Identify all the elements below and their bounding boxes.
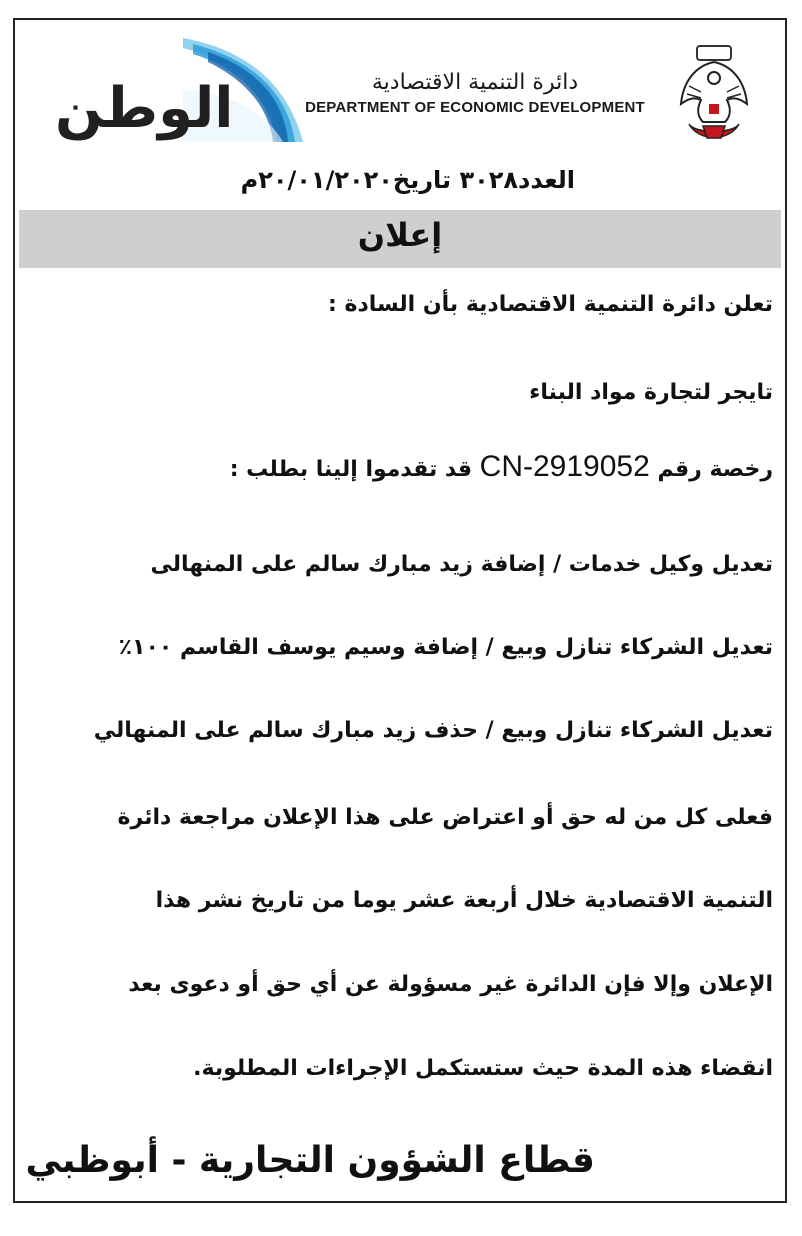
newspaper-logo (33, 30, 323, 150)
issuing-sector: قطاع الشؤون التجارية - أبوظبي (25, 1140, 595, 1181)
notice-line-2: التنمية الاقتصادية خلال أربعة عشر يوما من تاريخ نشر هذا (155, 888, 773, 913)
announcement-frame (13, 18, 787, 1203)
department-name-arabic: دائرة التنمية الاقتصادية (371, 70, 579, 95)
newspaper-logo-text: الوطن (55, 76, 234, 141)
license-number: CN-2919052 (479, 450, 650, 483)
abu-dhabi-emblem-icon (675, 42, 753, 152)
department-name (285, 70, 665, 116)
notice-line-1: فعلى كل من له حق أو اعتراض على هذا الإعلان مراجعة دائرة (117, 805, 773, 830)
notice-line-4: انقضاء هذه المدة حيث ستستكمل الإجراءات المطلوبة. (193, 1056, 773, 1081)
header (15, 20, 785, 160)
intro-line: تعلن دائرة التنمية الاقتصادية بأن السادة : (328, 292, 773, 317)
department-name-english: DEPARTMENT OF ECONOMIC DEVELOPMENT (305, 99, 645, 116)
announcement-title: إعلان (357, 216, 443, 254)
issue-number-date: العدد٣٠٢٨ تاريخ٢٠/٠١/٢٠٢٠م (240, 166, 575, 194)
request-line-2: تعديل الشركاء تنازل وبيع / إضافة وسيم يوسف القاسم ١٠٠٪ (118, 635, 773, 660)
request-line-3: تعديل الشركاء تنازل وبيع / حذف زيد مبارك سالم على المنهالي (93, 718, 773, 743)
request-line-1: تعديل وكيل خدمات / إضافة زيد مبارك سالم على المنهالى (150, 552, 773, 577)
license-suffix: قد تقدموا إلينا بطلب : (229, 457, 472, 482)
title-band (19, 210, 781, 268)
company-name: تايجر لتجارة مواد البناء (529, 380, 773, 405)
license-prefix: رخصة رقم (657, 457, 773, 482)
license-line (230, 450, 773, 484)
notice-line-3: الإعلان وإلا فإن الدائرة غير مسؤولة عن أي حق أو دعوى بعد (128, 972, 773, 997)
